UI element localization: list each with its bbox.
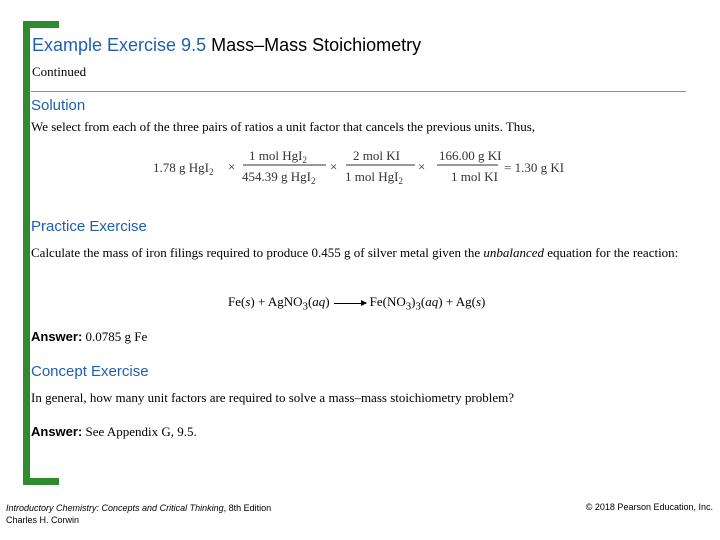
factor1-numerator: 1 mol HgI$_2$ <box>249 148 307 165</box>
factor1-denominator: 454.39 g HgI$_2$ <box>242 169 316 186</box>
times-sign-3: × <box>418 159 426 174</box>
practice-text: Calculate the mass of iron filings required to produce 0.455 g of silver metal given the unbalanced equation for the reaction: <box>31 245 679 260</box>
solution-heading: Solution <box>31 97 86 114</box>
calc-result: = 1.30 g KI <box>504 160 565 175</box>
times-sign-1: × <box>228 159 236 174</box>
footer-author: Charles H. Corwin <box>6 515 80 525</box>
bracket-bottom-tick <box>23 478 59 485</box>
concept-heading: Concept Exercise <box>31 363 149 380</box>
concept-text: In general, how many unit factors are required to solve a mass–mass stoichiometry problem? <box>31 390 515 405</box>
times-sign-2: × <box>330 159 338 174</box>
factor2-numerator: 2 mol KI <box>353 148 400 163</box>
slide-title <box>32 35 421 56</box>
calc-start-value: 1.78 g HgI$_2$ <box>153 160 214 177</box>
continued-label: Continued <box>32 64 87 79</box>
unit-factor-calculation <box>153 145 583 190</box>
divider-line <box>31 91 686 92</box>
solution-text: We select from each of the three pairs of ratios a unit factor that cancels the previous units. Thus, <box>31 119 536 134</box>
left-bracket-bar <box>23 21 30 485</box>
reaction-arrow <box>334 303 366 304</box>
practice-heading: Practice Exercise <box>31 218 147 235</box>
footer-citation: Introductory Chemistry: Concepts and Critical Thinking, 8th Edition Charles H. Corwin <box>6 503 272 525</box>
practice-answer: Answer: 0.0785 g Fe <box>31 329 148 344</box>
factor3-denominator: 1 mol KI <box>451 169 498 184</box>
concept-answer: Answer: See Appendix G, 9.5. <box>31 424 197 439</box>
bracket-top-tick <box>23 21 59 28</box>
example-label: Example Exercise 9.5 <box>32 35 207 55</box>
factor2-denominator: 1 mol HgI$_2$ <box>345 169 403 186</box>
practice-equation: Fe(s) + AgNO$_3$(aq) $Fe(NO_3)_3(aq) + Ag(s)$ <box>228 294 486 313</box>
title-topic: Mass–Mass Stoichiometry <box>211 35 422 55</box>
footer-copyright: © 2018 Pearson Education, Inc. <box>585 502 713 512</box>
factor3-numerator: 166.00 g KI <box>439 148 502 163</box>
